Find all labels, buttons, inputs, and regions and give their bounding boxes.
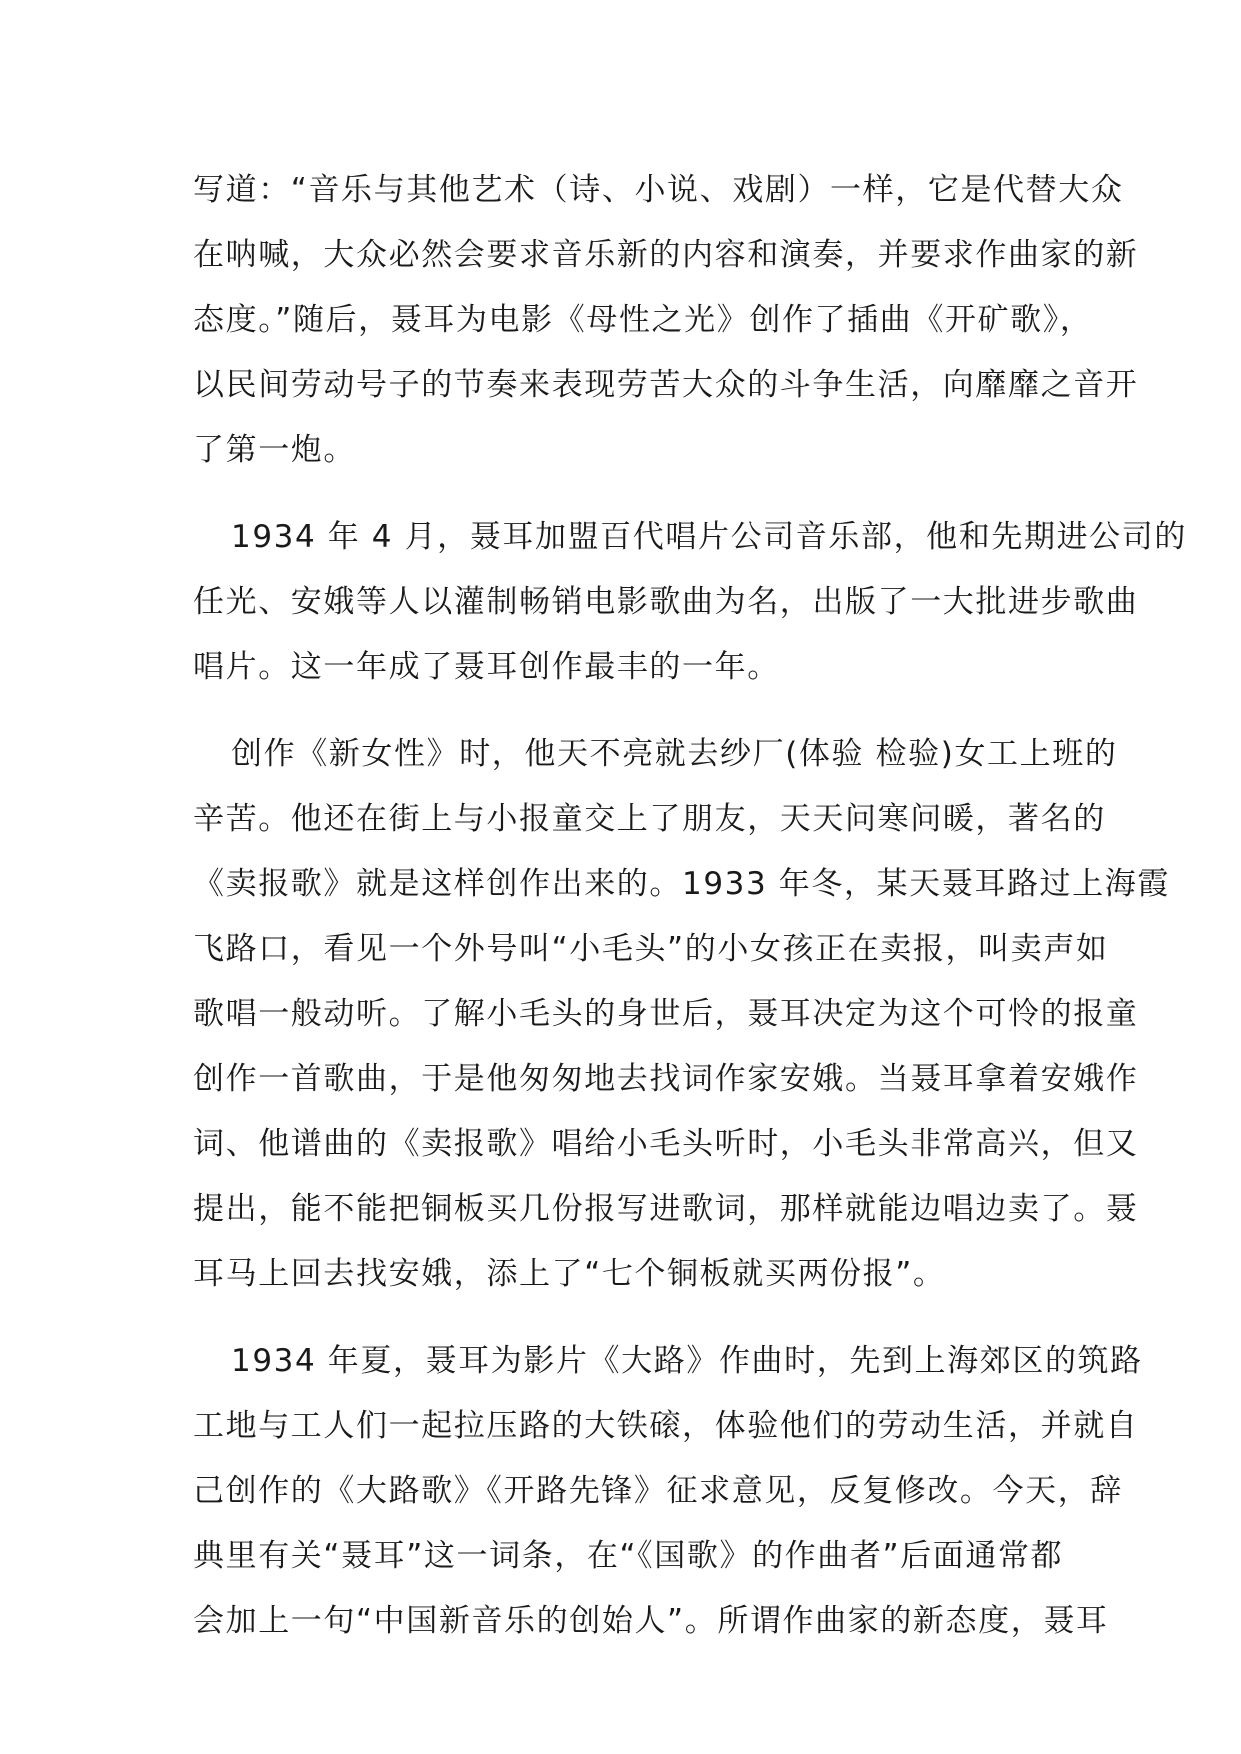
text-line: 1934 年 4 月，聂耳加盟百代唱片公司音乐部，他和先期进公司的 <box>231 519 1187 555</box>
text-line: 飞路口，看见一个外号叫“小毛头”的小女孩正在卖报，叫卖声如 <box>193 931 1109 967</box>
text-line: 会加上一句“中国新音乐的创始人”。所谓作曲家的新态度，聂耳 <box>193 1603 1109 1639</box>
text-line: 唱片。这一年成了聂耳创作最丰的一年。 <box>193 649 780 685</box>
text-line: 了第一炮。 <box>193 432 356 468</box>
text-line: 典里有关“聂耳”这一词条，在“《国歌》的作曲者”后面通常都 <box>193 1538 1064 1574</box>
text-line: 创作一首歌曲，于是他匆匆地去找词作家安娥。当聂耳拿着安娥作 <box>193 1061 1139 1097</box>
text-line: 词、他谱曲的《卖报歌》唱给小毛头听时，小毛头非常高兴，但又 <box>193 1126 1139 1162</box>
paragraph-1 <box>193 158 1139 483</box>
text-line: 己创作的《大路歌》《开路先锋》征求意见，反复修改。今天，辞 <box>193 1473 1123 1509</box>
text-line: 歌唱一般动听。了解小毛头的身世后，聂耳决定为这个可怜的报童 <box>193 996 1139 1032</box>
text-line: 1934 年夏，聂耳为影片《大路》作曲时，先到上海郊区的筑路 <box>231 1343 1143 1379</box>
text-line: 任光、安娥等人以灌制畅销电影歌曲为名，出版了一大批进步歌曲 <box>193 584 1139 620</box>
text-line: 工地与工人们一起拉压路的大铁磙，体验他们的劳动生活，并就自 <box>193 1408 1139 1444</box>
text-line: 耳马上回去找安娥，添上了“七个铜板就买两份报”。 <box>193 1256 946 1292</box>
paragraph-spacer <box>193 483 1053 505</box>
paragraph-4 <box>193 1329 1143 1654</box>
paragraph-spacer <box>193 700 1053 722</box>
text-line: 辛苦。他还在街上与小报童交上了朋友，天天问寒问暖，著名的 <box>193 801 1106 837</box>
article-body <box>193 158 1187 1654</box>
text-line: 在呐喊，大众必然会要求音乐新的内容和演奏，并要求作曲家的新 <box>193 237 1139 273</box>
text-line: 以民间劳动号子的节奏来表现劳苦大众的斗争生活，向靡靡之音开 <box>193 367 1139 403</box>
text-line: 《卖报歌》就是这样创作出来的。1933 年冬，某天聂耳路过上海霞 <box>193 866 1170 902</box>
paragraph-3 <box>193 722 1170 1307</box>
paragraph-2 <box>193 505 1187 700</box>
text-line: 创作《新女性》时，他天不亮就去纱厂(体验 检验)女工上班的 <box>231 736 1118 772</box>
text-line: 提出，能不能把铜板买几份报写进歌词，那样就能边唱边卖了。聂 <box>193 1191 1139 1227</box>
text-line: 态度。”随后，聂耳为电影《母性之光》创作了插曲《开矿歌》， <box>193 302 1093 338</box>
text-line: 写道：“音乐与其他艺术（诗、小说、戏剧）一样，它是代替大众 <box>193 172 1124 208</box>
paragraph-spacer <box>193 1307 1053 1329</box>
